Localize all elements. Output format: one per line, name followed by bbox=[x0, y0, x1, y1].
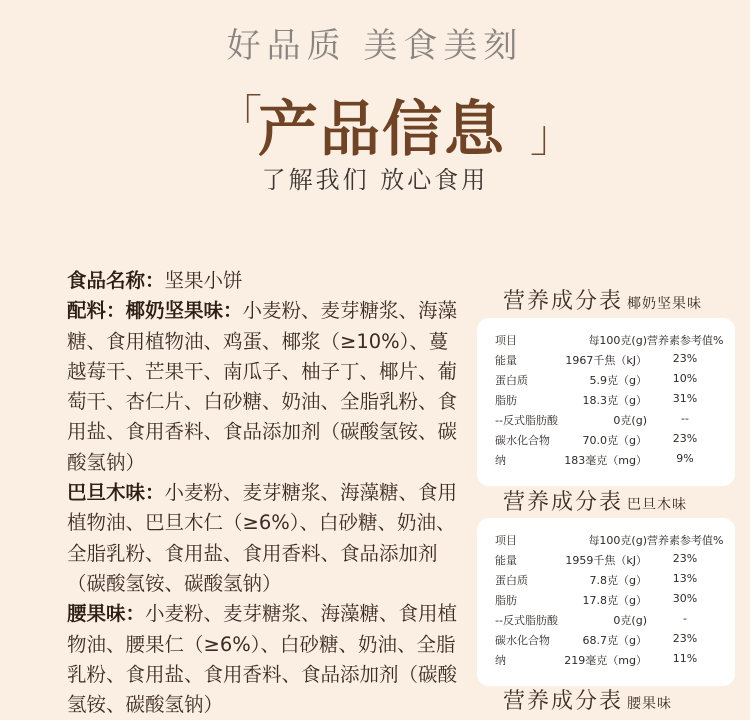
nutrition-flavor: 腰果味 bbox=[627, 696, 673, 712]
row-nrv: 13% bbox=[672, 572, 698, 585]
row-value: 183毫克（mg） bbox=[564, 454, 647, 467]
nutrition-title-text: 营养成分表 bbox=[503, 289, 624, 314]
header-per100g: 每100克(g) bbox=[588, 534, 647, 547]
row-value: 219毫克（mg） bbox=[564, 654, 647, 667]
table-row bbox=[477, 408, 735, 428]
row-value: 18.3克（g） bbox=[582, 394, 647, 407]
row-nrv: 31% bbox=[672, 392, 698, 405]
row-item: 纳 bbox=[495, 654, 506, 667]
row-value: 5.9克（g） bbox=[589, 374, 647, 387]
row-value: 0克(g) bbox=[613, 614, 647, 627]
ingredients-cashew-text: 小麦粉、麦芽糖浆、海藻糖、食用植物油、腰果仁（≥6%）、白砂糖、奶油、全脂乳粉、食用盐、食用香料、食品添加剂（碳酸氢铵、碳酸氢钠） bbox=[67, 602, 458, 717]
row-value: 17.8克（g） bbox=[582, 594, 647, 607]
row-value: 1967千焦（kJ） bbox=[565, 354, 647, 367]
ingredients-coconut-text: 小麦粉、麦芽糖浆、海藻糖、食用植物油、鸡蛋、椰浆（≥10%）、蔓越莓干、芒果干、南瓜子、柚子丁、椰片、葡萄干、杏仁片、白砂糖、奶油、全脂乳粉、食用盐、食用香料、食品添加剂（碳酸氢铵、碳酸氢钠） bbox=[67, 299, 458, 474]
ingredients-block bbox=[67, 266, 462, 720]
table-row bbox=[477, 428, 735, 448]
header-item: 项目 bbox=[495, 534, 517, 547]
row-item: 蛋白质 bbox=[495, 374, 528, 387]
header-item: 项目 bbox=[495, 334, 517, 347]
table-row bbox=[477, 588, 735, 608]
row-item: 蛋白质 bbox=[495, 574, 528, 587]
row-nrv: -- bbox=[681, 412, 689, 425]
page-title: 产品信息 bbox=[258, 95, 506, 165]
nutrition-title-almond bbox=[503, 485, 687, 516]
row-item: 碳水化合物 bbox=[495, 434, 550, 447]
product-name bbox=[67, 266, 462, 296]
table-row bbox=[477, 568, 735, 588]
row-nrv: 23% bbox=[672, 352, 698, 365]
row-nrv: 23% bbox=[672, 632, 698, 645]
table-row bbox=[477, 388, 735, 408]
ingredients-cashew-label: 腰果味： bbox=[67, 602, 146, 626]
row-item: --反式脂肪酸 bbox=[495, 414, 558, 427]
row-nrv: 23% bbox=[672, 552, 698, 565]
row-value: 0克(g) bbox=[613, 414, 647, 427]
row-nrv: 23% bbox=[672, 432, 698, 445]
nutrition-title-text: 营养成分表 bbox=[503, 689, 624, 714]
row-item: 纳 bbox=[495, 454, 506, 467]
row-item: 脂肪 bbox=[495, 594, 517, 607]
table-row bbox=[477, 548, 735, 568]
row-item: 碳水化合物 bbox=[495, 634, 550, 647]
row-nrv: 11% bbox=[672, 652, 698, 665]
title-block bbox=[0, 80, 750, 165]
nutrition-title-coconut bbox=[503, 284, 702, 315]
ingredients-almond-label: 巴旦木味： bbox=[67, 481, 165, 505]
header-nrv: 营养素参考值% bbox=[647, 534, 724, 547]
header-per100g: 每100克(g) bbox=[588, 334, 647, 347]
ingredients-almond bbox=[67, 478, 462, 599]
row-nrv: 9% bbox=[676, 452, 694, 465]
title-bracket-left: 「 bbox=[218, 91, 262, 142]
product-name-label: 食品名称： bbox=[67, 269, 165, 292]
row-value: 68.7克（g） bbox=[582, 634, 647, 647]
table-row bbox=[477, 628, 735, 648]
table-row bbox=[477, 648, 735, 668]
subtitle: 了解我们 放心食用 bbox=[261, 166, 489, 194]
row-nrv: - bbox=[683, 612, 687, 625]
nutrition-title-cashew bbox=[503, 684, 672, 715]
row-nrv: 10% bbox=[672, 372, 698, 385]
title-bracket-right: 」 bbox=[530, 111, 574, 162]
slogan: 好品质 美食美刻 bbox=[226, 26, 524, 66]
nutrition-card-almond bbox=[477, 518, 735, 686]
ingredients-cashew bbox=[67, 599, 462, 720]
table-row bbox=[477, 348, 735, 368]
table-header-row bbox=[477, 328, 735, 348]
row-value: 70.0克（g） bbox=[582, 434, 647, 447]
table-row bbox=[477, 448, 735, 468]
row-value: 7.8克（g） bbox=[589, 574, 647, 587]
nutrition-card-coconut bbox=[477, 318, 735, 486]
ingredients-coconut-label: 配料：椰奶坚果味： bbox=[67, 299, 243, 323]
row-item: 能量 bbox=[495, 354, 517, 367]
nutrition-flavor: 巴旦木味 bbox=[627, 497, 688, 513]
ingredients-almond-text: 小麦粉、麦芽糖浆、海藻糖、食用植物油、巴旦木仁（≥6%）、白砂糖、奶油、全脂乳粉、食用盐、食用香料、食品添加剂（碳酸氢铵、碳酸氢钠） bbox=[67, 481, 458, 595]
row-item: 能量 bbox=[495, 554, 517, 567]
nutrition-title-text: 营养成分表 bbox=[503, 490, 624, 515]
ingredients-coconut bbox=[67, 296, 462, 478]
table-header-row bbox=[477, 528, 735, 548]
nutrition-flavor: 椰奶坚果味 bbox=[627, 296, 703, 312]
table-row bbox=[477, 608, 735, 628]
row-value: 1959千焦（kJ） bbox=[565, 554, 647, 567]
table-row bbox=[477, 368, 735, 388]
row-nrv: 30% bbox=[672, 592, 698, 605]
product-name-value: 坚果小饼 bbox=[164, 269, 243, 292]
row-item: 脂肪 bbox=[495, 394, 517, 407]
row-item: --反式脂肪酸 bbox=[495, 614, 558, 627]
header-nrv: 营养素参考值% bbox=[647, 334, 724, 347]
